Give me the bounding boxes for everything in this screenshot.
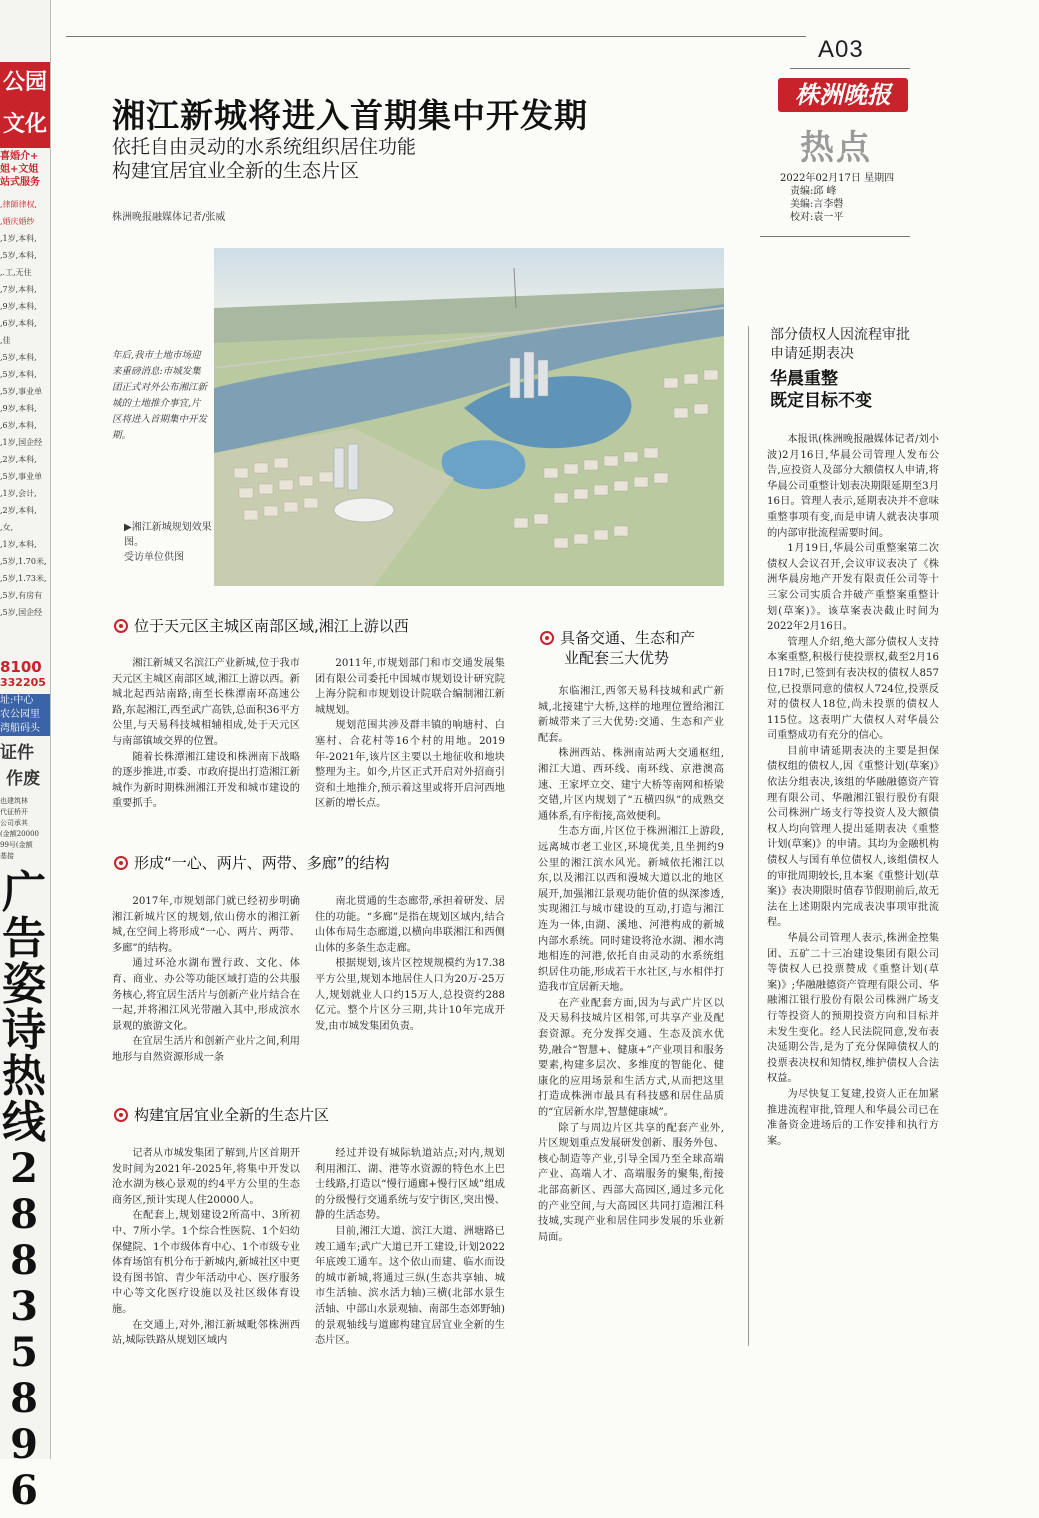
ad-line: ,1岁,本科, [0,540,37,549]
title-line: 华晨重整 [770,369,838,389]
ad-line: ,9岁,本科, [0,404,37,413]
date-editor-block [780,172,894,224]
ad-line: ,9岁,本科, [0,302,37,311]
caption-credit: 受访单位供图 [124,552,184,563]
ad-line: ,1岁,会计, [0,489,37,498]
hotline-glyph: 告 [2,913,46,964]
page-number: A03 [818,36,864,63]
ad-line: 喜婚介+ [0,151,39,162]
section-name: 热点 [800,128,872,168]
ad-line: ,佳 [0,336,11,345]
paragraph: 在产业配套方面,因为与武广片区以及天易科技城片区相邻,可共享产业及配套资源。充分发挥交通、生态及滨水优势,融合“智慧+、健康+”产业项目和服务要素,构建多层次、多维度的智能化、健康化的应用场景和生活方式,从而把这里打造成株洲市最具有科技感和居住品质的“宜居新水岸,智慧健康城”。 [538,997,724,1119]
hotline-glyph: 8 [10,1237,38,1284]
sidebar-title [770,368,940,412]
paragraph: 在宜居生活片和创新产业片之间,利用地形与自然资源形成一条 [112,1036,300,1063]
photo-caption-bottom [124,520,214,565]
paragraph: 本报讯(株洲晚报融媒体记者/刘小波)2月16日,华晨公司管理人发布公告,应投资人及部分大额债权人申请,将华晨公司重整计划表决期限延期至3月16日。管理人表示,延期表决并不意味重整事项有变,而是申请人就表决事项的内部审批流程需要时间。 [767,434,939,539]
ad-line: ,5岁,本科, [0,251,37,260]
paragraph: 目前,湘江大道、滨江大道、洲塘路已竣工通车;武广大道已开工建设,计划2022年底竣工通车。这个依山而建、临水而设的城市新城,将通过三纵(生态共享轴、城市生活轴、滨水活力轴)三横(北部水景生活轴、中部山水景观轴、南部生态郊野轴)的景观轴线与道廊构建宜居宜业全新的生态片区。 [315,1225,505,1347]
paragraph: 记者从市城发集团了解到,片区首期开发时间为2021年-2025年,将集中开发以沧水湖为核心景观的约4平方公里的生态商务区,预计实现人住20000人。 [112,1148,300,1206]
ad-line: ,婚庆婚纱 [0,217,35,226]
ad-line: 姐+文姐 [0,164,39,175]
ad-line: ,6岁,本科, [0,421,37,430]
paragraph: 为尽快复工复建,投资人正在加紧推进流程审批,管理人和华晨公司已在准备资金进场后的工作安排和执行方案。 [767,1088,939,1147]
ad-line: ,2岁,本科, [0,455,37,464]
subhead-line: 依托自由灵动的水系统组织居住功能 [112,136,417,158]
section-heading-4 [540,628,695,668]
hotline-glyph: 热 [2,1051,46,1102]
sidebar-kicker [770,326,940,364]
notice-line: 公司承其 [0,819,28,827]
paragraph: 东临湘江,西邻天易科技城和武广新城,北接建宁大桥,这样的地理位置给湘江新城带来了三大优势:交通、生态和产业配套。 [538,686,724,744]
paragraph: 生态方面,片区位于株洲湘江上游段,远离城市老工业区,环境优美,且坐拥约9公里的湘江滨水风光。新城依托湘江以东,以及湘江以西和漫城大道以北的地区展开,加强湘江景观功能价值的纵深渗透,实现湘江与城市建设的互动,打造与湘江连为一体,由湖、溪地、河港构成的新城内部水系统。同时建设将沧水湖、湘水湾地相连的河港,依托自由灵动的水系统组织居住功能,形成若干水社区,与水相伴打造我市宜居新天地。 [538,826,724,994]
phone-partial: 332205 [0,676,46,689]
headline: 湘江新城将进入首期集中开发期 [112,96,588,135]
article-column [315,894,505,1034]
address-line: 湾船码头 [0,723,40,734]
address-line: 址:中心 [0,695,34,706]
byline: 株洲晚报融媒体记者/张威 [112,212,226,223]
city-rendering-graphic [214,248,724,586]
paragraph: 目前申请延期表决的主要是担保债权组的债权人,因《重整计划(草案)》依法分组表决,该组的华融融德资产管理有限公司、华融湘江银行股份有限公司株洲广场支行等投资人及大额债权人均向管理人提出延期表决《重整计划(草案)》的申请。其均为金融机构债权人与国有单位债权人,该组债权人的审批周期较长,且本案《重整计划(草案)》表决期限时值春节假期前后,故无法在上述期限内完成表决事项审批流程。 [767,745,939,929]
subhead [112,135,416,183]
aerial-rendering-photo [214,248,724,586]
ad-tab-park-culture [0,62,50,148]
masthead-logo: 株洲晚报 [778,78,908,112]
section-title: 具备交通、生态和产 [560,629,696,647]
ad-line: ,.工,无住 [0,268,32,277]
title-line: 既定目标不变 [770,391,872,411]
section-title: 形成“一心、两片、两带、多廊”的结构 [134,854,390,872]
notice-title: 证件 [0,743,34,763]
designer: 美编:言李磬 [790,199,844,210]
kicker-line: 申请延期表决 [770,346,854,362]
header-rule-bottom [760,236,910,237]
ad-line: ,5岁,本科, [0,370,37,379]
paragraph: 除了与周边片区共享的配套产业外,片区规划重点发展研发创新、服务外包、核心制造等产业,引导全国乃至全球高端产业、高端人才、高端服务的聚集,衔接北部高新区、西部大高园区,通过多元化的产业空间,与大高园区共同打造湘江科技城,实现产业和居住同步发展的乐业新局面。 [538,1122,724,1243]
article-column [315,1146,505,1349]
strip-divider [50,0,51,1459]
hotline-glyph: 5 [10,1329,38,1376]
notice-line: (金额20000 [0,830,39,838]
section-heading-2 [114,852,390,873]
ad-line: 站式服务 [0,177,40,188]
notice-line: 99号(金额 [0,841,33,849]
ad-tab-label: 公园文化 [3,70,48,137]
caption-text: ▶湘江新城规划效果图。 [124,522,212,548]
bullet-circle-icon [114,856,128,870]
hotline-glyph: 诗 [2,1005,46,1056]
paragraph: 管理人介绍,绝大部分债权人支持本案重整,积极行使投票权,截至2月16日17时,已签到有表决权的债权人857位,已投票同意的债权人724位,投票反对的债权人18位,尚未投票的债权人115位。这表明广大债权人对华晨公司重整成功有充分的信心。 [767,636,939,742]
hotline-glyph: 9 [10,1421,38,1468]
subhead-line: 构建宜居宜业全新的生态片区 [112,160,360,182]
kicker-line: 部分债权人因流程审批 [770,327,910,343]
paragraph: 湘江新城又名滨江产业新城,位于我市天元区主城区南部区域,湘江上游以西。新城北起西站南路,南至长株潭南环高速公路,东起湘江,西至武广高铁,总面积36平方公里,与天易科技城相辅相成,处于天元区与南部镇域交界的位置。 [112,658,300,747]
paragraph: 在配套上,规划建设2所高中、3所初中、7所小学。1个综合性医院、1个妇幼保健院、1个市级体育中心、1个市级专业体育场馆有机分布于新城内,新城社区中更设有图书馆、青少年活动中心、医疗服务中心等文化医疗设施以及社区级体育设施。 [112,1210,300,1315]
issue-date: 2022年02月17日 星期四 [780,173,895,184]
notice-line: 基接 [0,852,14,860]
section-title: 构建宜居宜业全新的生态片区 [134,1106,330,1124]
paragraph: 1月19日,华晨公司重整案第二次债权人会议召开,会议审议表决了《株洲华晨房地产开发有限责任公司等十三家公司实质合并破产重整案重整计划(草案)》。该草案表决截止时间为2022年2月16日。 [767,543,939,633]
article-column [112,894,300,1066]
ad-line: ,5岁,事业单 [0,387,43,396]
article-column [112,1146,300,1349]
paragraph: 规划范围共涉及群丰镇的响塘村、白塞村、合花村等16个村的用地。2019年-2021年,该片区主要以土地征收和地块整理为主。如今,片区正式开启对外招商引资和土地推介,预示着这里或将开启河西地区新的增长点。 [315,720,505,810]
proofreader: 校对:袁一平 [790,212,844,223]
notice-line: 也建筑林 [0,797,28,805]
section-title: 业配套三大优势 [564,649,670,667]
article-column [538,684,724,1245]
ad-line: ,5岁,事业单 [0,472,43,481]
bullet-circle-icon [540,631,554,645]
article-column [315,656,505,812]
paragraph: 南北贯通的生态廊带,承担着研发、居住的功能。“多廊”是指在规划区域内,结合山体布局生态廊道,以横向串联湘江和西侧山体的多条生态走廊。 [315,896,505,954]
paragraph: 通过环沧水湖布置行政、文化、体育、商业、办公等功能区域打造的公共服务核心,将宜居生活片与创新产业片结合在一起,并将湘江风光带融入其中,形成滨水景观的旅游文化。 [112,958,300,1032]
top-rule [66,36,806,37]
paragraph: 在交通上,对外,湘江新城毗邻株洲西站,城际铁路从规划区域内 [112,1319,300,1347]
left-ad-strip [0,0,50,1514]
paragraph: 随着长株潭湘江建设和株洲南下战略的逐步推进,市委、市政府提出打造湘江新城作为新时期株洲湘江开发和城市建设的重要抓手。 [112,751,300,810]
phone-partial: 8100 [0,658,42,676]
section-title: 位于天元区主城区南部区域,湘江上游以西 [134,617,409,635]
ad-line: ,1岁,本科, [0,234,37,243]
column-divider [748,326,749,1346]
address-block [0,694,50,736]
notice-title: 作废 [6,769,40,789]
ad-line: ,5岁,1.73米, [0,574,47,583]
ad-line: ,1岁,国企经 [0,438,43,447]
hotline-glyph: 线 [2,1097,46,1148]
photo-caption-left: 年后,我市土地市场迎来重磅消息:市城发集团正式对外公布湘江新城的土地推介事宜,片区将进入首期集中开发期。 [112,350,208,441]
hotline-glyph: 姿 [2,959,46,1010]
sidebar-body [767,432,939,1149]
address-line: 农公园里 [0,709,40,720]
bullet-circle-icon [114,619,128,633]
hotline-glyph: 8 [10,1375,38,1422]
ad-line: ,5岁,国企经 [0,608,43,617]
ad-line: ,2岁,本科, [0,506,37,515]
article-column [112,656,300,812]
ad-line: ,5岁,1.70米, [0,557,47,566]
hotline-glyph: 6 [10,1467,38,1514]
hotline-glyph: 2 [10,1145,38,1192]
section-heading-3 [114,1104,329,1125]
hotline-glyph: 广 [2,867,46,918]
paragraph: 2017年,市规划部门就已经初步明确湘江新城片区的规划,依山傍水的湘江新城,在空间上将形成“一心、两片、两带、多廊”的结构。 [112,896,300,954]
paragraph: 华晨公司管理人表示,株洲金控集团、五矿二十三冶建设集团有限公司等债权人已投票赞成《重整计划(草案)》;华融融德资产管理有限公司、华融湘江银行股份有限公司株洲广场支行等投资人的预期投资方向和目标并未发生变化。经人民法院同意,发布表决延期公告,是为了充分保障债权人的投票表决权和知情权,维护债权人合法权益。 [767,933,939,1085]
paragraph: 株洲西站、株洲南站两大交通枢纽,湘江大道、西环线、南环线、京港澳高速、王家坪立交、建宁大桥等南网和桥梁交错,片区内规划了“五横四纵”的成熟交通体系,有序衔接,高效便利。 [538,748,724,822]
ad-line: ,6岁,本科, [0,319,37,328]
ad-line: ,女, [0,523,14,532]
ad-line: ,律師律权, [0,200,38,209]
paragraph: 根据规划,该片区控规规模约为17.38平方公里,规划本地居住人口为20万-25万人,规划就业人口约15万人,总投资约288亿元。整个片区分三期,共计10年完成开发,由市城发集团负责。 [315,958,505,1032]
editor: 责编:邱 峰 [790,186,837,197]
notice-line: 代征桥开 [0,808,28,816]
ad-line: ,5岁,本科, [0,353,37,362]
hotline-glyph: 8 [10,1191,38,1238]
ad-line: ,7岁,本科, [0,285,37,294]
hotline-glyph: 3 [10,1283,38,1330]
section-heading-1 [114,615,409,636]
bullet-circle-icon [114,1108,128,1122]
ad-line: ,5岁,有房有 [0,591,43,600]
paragraph: 经过并设有城际轨道站点;对内,规划利用湘江、湖、港等水资源的特色水上巴士线路,打造以“慢行通廊+慢行区域”组成的分级慢行交通系统与安宁街区,突出慢、静的生活态势。 [315,1148,505,1222]
header-rule [790,68,910,69]
paragraph: 2011年,市规划部门和市交通发展集团有限公司委托中国城市规划设计研究院上海分院和市规划设计院联合编制湘江新城规划。 [315,658,505,716]
